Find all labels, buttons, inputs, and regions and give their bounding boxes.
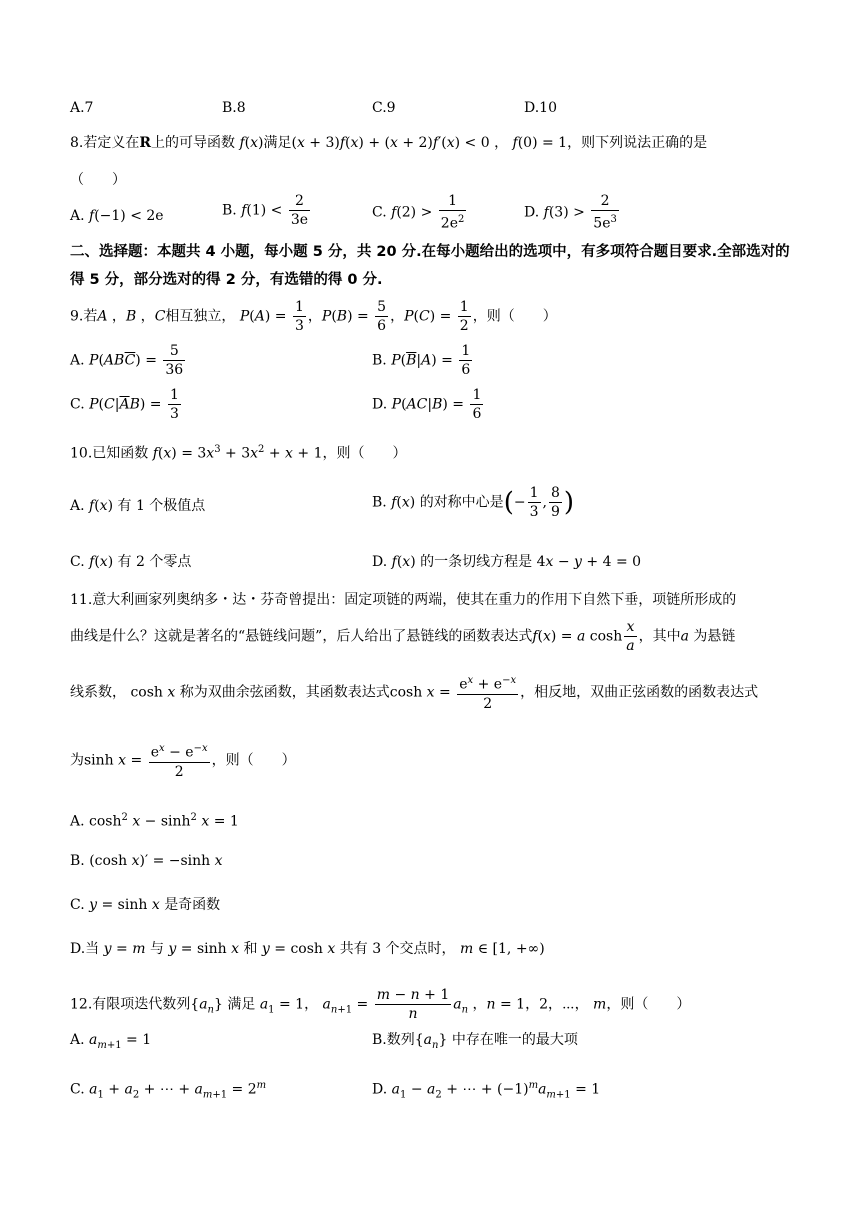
q11-line-1: 11.意大利画家列奥纳多・达・芬奇曾提出：固定项链的两端，使其在重力的作用下自然下垂，项链所形成的 bbox=[70, 592, 737, 608]
q11-option-b: B. (cosh x)′ = −sinh x bbox=[70, 853, 223, 869]
q11-line-3: 线系数， cosh x 称为双曲余弦函数，其函数表达式cosh x = $\frac{e^x + e^{-x}}{2}$ ，相反地，双曲正弦函数的函数表达式 bbox=[70, 675, 759, 712]
q9-option-d: D. P(AC|B) = $\frac{1}{6}$ bbox=[372, 387, 482, 422]
q7-option-c: C.9 bbox=[372, 100, 396, 116]
q12-option-c: C. $a_1 + a_2$ + ⋯ + $a_{m+1} = 2^m$ bbox=[70, 1080, 267, 1101]
q12-option-b: B.数列$\{a_n\}$ 中存在唯一的最大项 bbox=[372, 1032, 578, 1051]
q8-option-c: C. f(2) > $\frac{1}{2e^2}$ bbox=[372, 193, 465, 232]
q12-option-a: A. $a_{m+1} = 1$ bbox=[70, 1032, 152, 1051]
q11-line-4: 为sinh x = $\frac{e^x - e^{-x}}{2}$ ，则（ ） bbox=[70, 743, 296, 780]
q7-option-b: B.8 bbox=[222, 100, 246, 116]
section-2-heading: 二、选择题：本题共 4 小题，每小题 5 分，共 20 分.在每小题给出的选项中，有多项符合题目要求.全部选对的得 5 分，部分选对的得 2 分，有选错的得 0 分. bbox=[70, 244, 790, 288]
q10-stem: 10.已知函数 $f(x) = 3x^3 + 3x^2 + x + 1$，则（ ） bbox=[70, 444, 407, 462]
q8-stem: 8.若定义在R上的可导函数 f(x)满足(x + 3)f(x) + (x + 2)f′(x) < 0 ， f(0) = 1，则下列说法正确的是 bbox=[70, 135, 708, 151]
q12-stem: 12.有限项迭代数列$\{a_n\}$ 满足 $a_1 = 1$， $a_{n+1}$ = $\frac{m - n + 1}{n}$ $a_n$ ，n = 1，2，⋯， m，则（ ） bbox=[70, 987, 691, 1022]
q11-option-d: D.当 y = m 与 y = sinh x 和 y = cosh x 共有 3 个交点时， m ∈ [1, +∞) bbox=[70, 941, 545, 957]
q10-option-c: C. f(x) 有 2 个零点 bbox=[70, 554, 192, 570]
q10-option-b: B. f(x) 的对称中心是(− $\frac{1}{3}$ , $\frac{8}{9}$ ) bbox=[372, 485, 575, 520]
q9-stem: 9.若A ，B ，C相互独立， P(A) = $\frac{1}{3}$ ，P(B) = $\frac{5}{6}$ ，P(C) = $\frac{1}{2}$ ，则（ ） bbox=[70, 299, 557, 334]
q11-line-2: 曲线是什么？这就是著名的“悬链线问题”，后人给出了悬链线的函数表达式f(x) = a cosh $\frac{x}{a}$ ，其中a 为悬链 bbox=[70, 619, 736, 654]
q10-option-d: D. f(x) 的一条切线方程是 4x − y + 4 = 0 bbox=[372, 554, 642, 570]
q12-option-d: D. $a_1 - a_2$ + ⋯ + $(-1)^ma_{m+1} = 1$ bbox=[372, 1080, 601, 1101]
q11-option-a: A. $\cosh^2 x - \sinh^2 x = 1$ bbox=[70, 812, 239, 830]
q9-option-c: C. $P(C|\overline{A}B)$ = $\frac{1}{3}$ bbox=[70, 387, 179, 422]
q10-option-a: A. f(x) 有 1 个极值点 bbox=[70, 498, 206, 514]
q7-option-a: A.7 bbox=[70, 100, 94, 116]
q7-option-d: D.10 bbox=[524, 100, 557, 116]
q8-blank: （ ） bbox=[70, 172, 126, 188]
q9-option-b: B. $P(\overline{B}|A)$ = $\frac{1}{6}$ bbox=[372, 343, 471, 378]
q9-option-a: A. $P(AB\overline{C})$ = $\frac{5}{36}$ bbox=[70, 343, 184, 378]
q8-option-b: B. f(1) < $\frac{2}{3e}$ bbox=[222, 193, 309, 228]
q11-option-c: C. y = sinh x 是奇函数 bbox=[70, 897, 221, 913]
q8-option-a: A. f(−1) < 2e bbox=[70, 208, 164, 224]
q8-option-d: D. f(3) > $\frac{2}{5e^3}$ bbox=[524, 193, 617, 232]
